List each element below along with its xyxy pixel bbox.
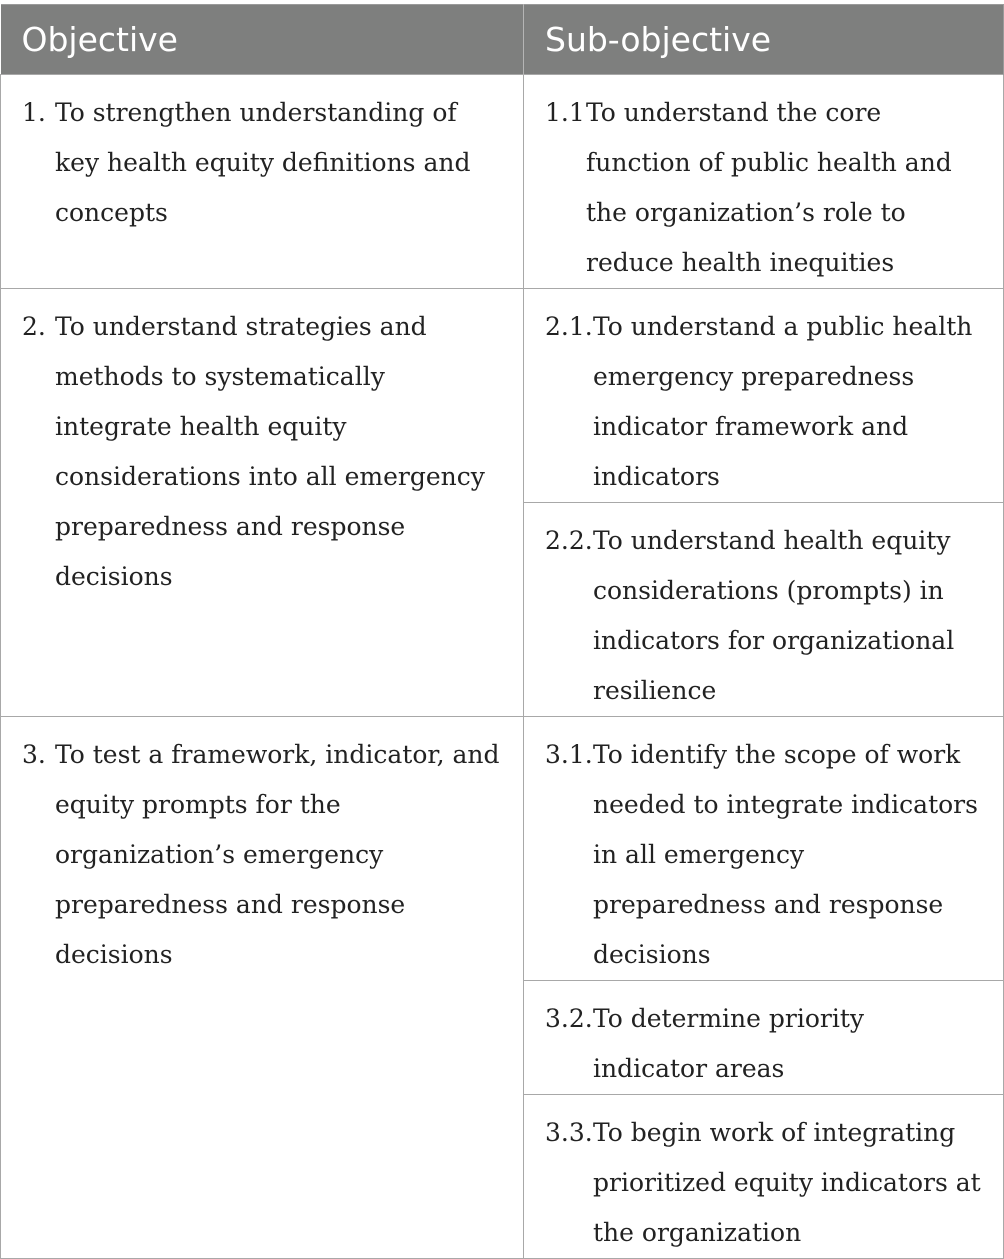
objective-item: [22, 302, 503, 602]
sub-objective-item: [545, 1108, 983, 1258]
sub-objective-cell: [524, 503, 1004, 717]
sub-objective-item: [545, 88, 983, 288]
sub-objective-number: 1.1: [545, 98, 585, 127]
sub-objective-number: 3.3.: [545, 1118, 593, 1147]
sub-objective-cell: [524, 289, 1004, 503]
sub-objective-text: To begin work of integrating prioritized equity indicators at the organization: [593, 1118, 981, 1247]
sub-objective-item: [545, 994, 983, 1094]
sub-objective-item: [545, 516, 983, 716]
objective-cell: [1, 75, 524, 289]
objective-cell: [1, 289, 524, 717]
sub-objective-text: To understand the core function of public health and the organization’s role to reduce health inequities: [586, 98, 952, 277]
sub-objective-number: 2.1.: [545, 312, 593, 341]
objective-item: [22, 730, 503, 980]
sub-objective-cell: [524, 981, 1004, 1095]
objective-item: [22, 88, 503, 238]
sub-objective-cell: [524, 717, 1004, 981]
sub-objective-text: To understand a public health emergency preparedness indicator framework and indicators: [593, 312, 973, 491]
header-objective: Objective: [1, 5, 524, 75]
sub-objective-text: To determine priority indicator areas: [593, 1004, 864, 1083]
objective-text: To understand strategies and methods to systematically integrate health equity considerations into all emergency preparedness and response decisions: [55, 312, 485, 591]
objective-text: To test a framework, indicator, and equity prompts for the organization’s emergency preparedness and response decisions: [55, 740, 500, 969]
table-row: [1, 75, 1004, 289]
objective-number: 1.: [22, 98, 46, 127]
sub-objective-number: 3.2.: [545, 1004, 593, 1033]
table-row: [1, 289, 1004, 503]
header-row: [1, 5, 1004, 75]
table-row: [1, 717, 1004, 981]
header-sub-objective: Sub-objective: [524, 5, 1004, 75]
sub-objective-cell: [524, 1095, 1004, 1259]
sub-objective-text: To identify the scope of work needed to integrate indicators in all emergency preparedness and response decisions: [593, 740, 978, 969]
objective-cell: [1, 717, 524, 1259]
objective-number: 3.: [22, 740, 46, 769]
sub-objective-item: [545, 302, 983, 502]
sub-objective-item: [545, 730, 983, 980]
sub-objective-number: 3.1.: [545, 740, 593, 769]
objective-text: To strengthen understanding of key health equity definitions and concepts: [55, 98, 471, 227]
sub-objective-text: To understand health equity considerations (prompts) in indicators for organizational resilience: [593, 526, 955, 705]
sub-objective-number: 2.2.: [545, 526, 593, 555]
objective-number: 2.: [22, 312, 46, 341]
sub-objective-cell: [524, 75, 1004, 289]
objectives-table: [0, 4, 1004, 1259]
